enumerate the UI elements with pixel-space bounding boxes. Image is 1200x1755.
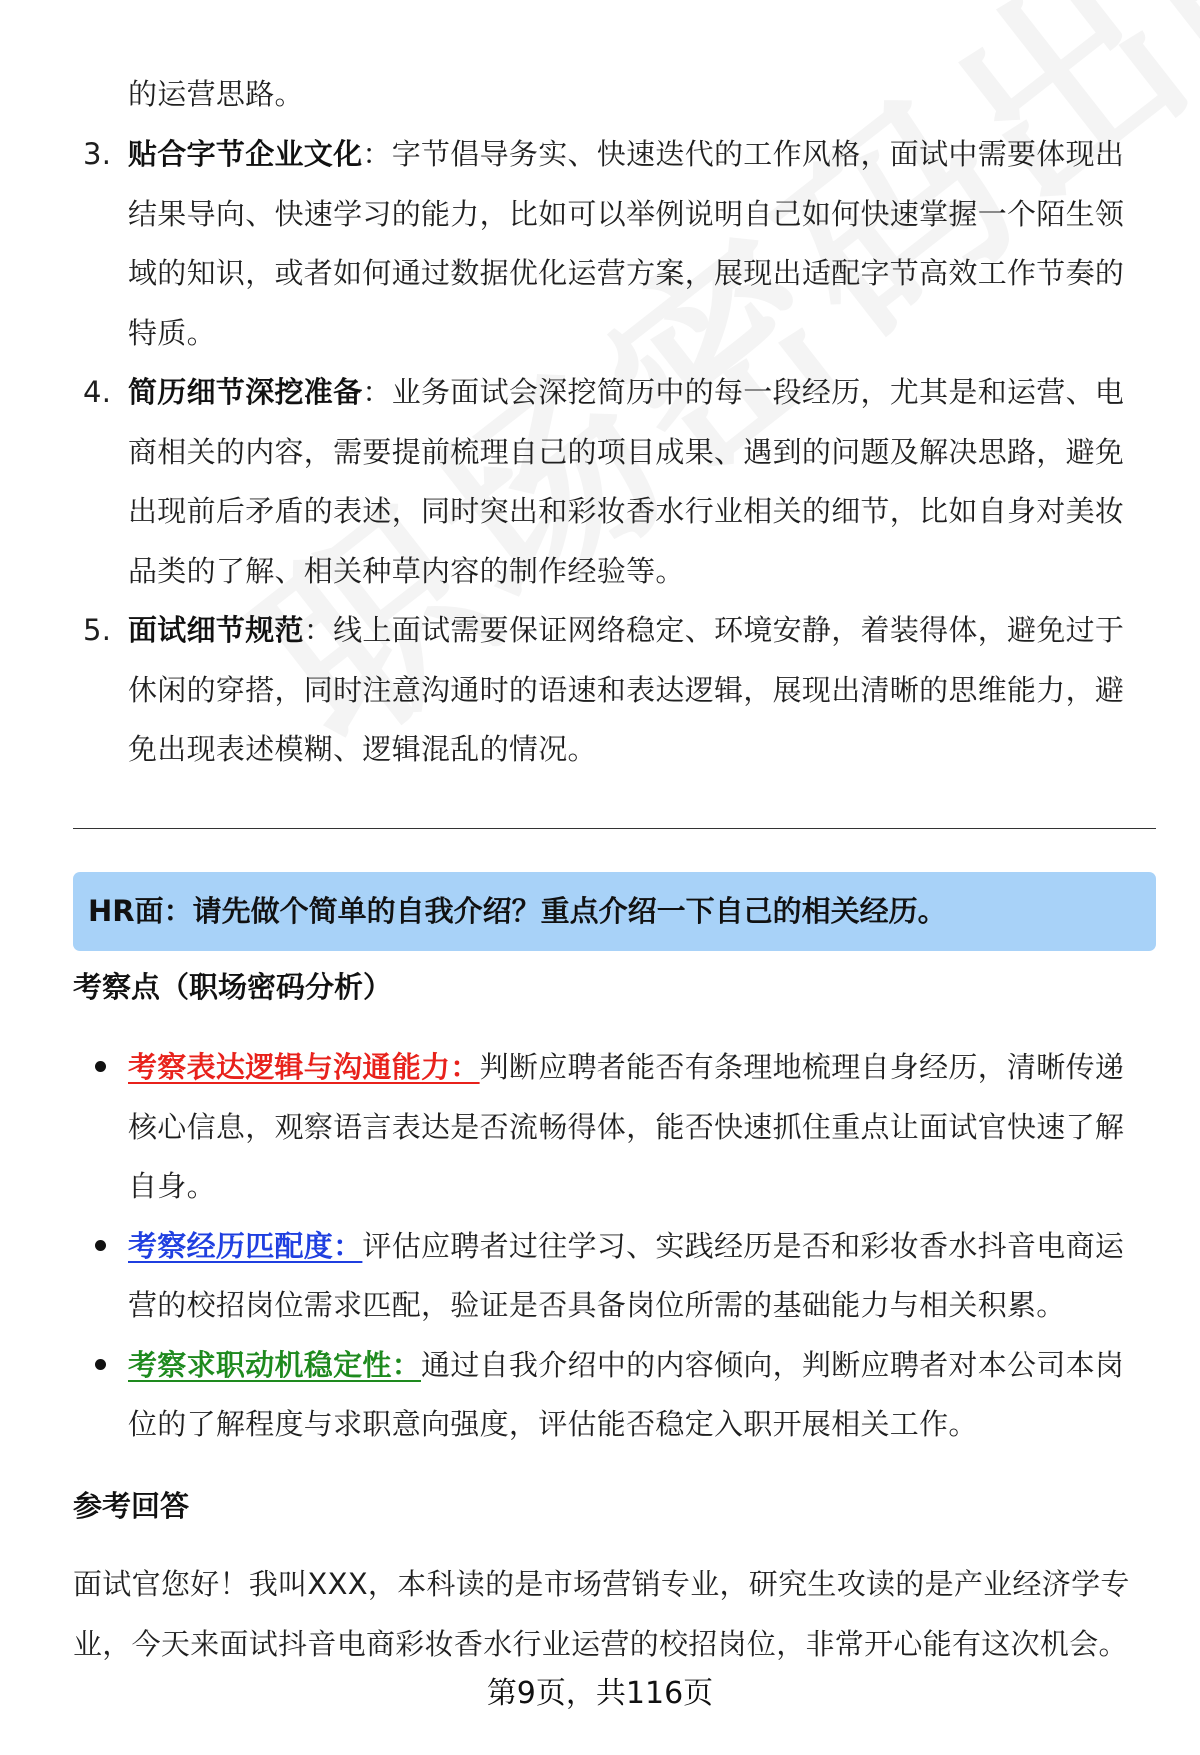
analysis-title: 考察点（职场密码分析） [73, 970, 393, 1004]
numbered-tips-list [80, 125, 1150, 780]
page-number-footer: 第9页，共116页 [486, 1676, 714, 1711]
bullet-label: 考察表达逻辑与沟通能力： [128, 1050, 480, 1084]
bullet-text: 判断应聘者能否有条理地梳理自身经历，清晰传递核心信息，观察语言表达是否流畅得体，能否快速抓住重点让面试官快速了解自身。 [128, 1050, 1125, 1203]
reference-answer-text: 面试官您好！我叫XXX，本科读的是市场营销专业，研究生攻读的是产业经济学专业，今天来面试抖音电商彩妆香水行业运营的校招岗位，非常开心能有这次机会。 [73, 1567, 1130, 1661]
previous-item-continuation: 的运营思路。 [128, 77, 304, 111]
list-item [80, 601, 1150, 780]
bullet-item [95, 1217, 1150, 1336]
reference-answer-title: 参考回答 [73, 1489, 190, 1523]
item-title: 贴合字节企业文化 [128, 137, 363, 171]
bullet-item [95, 1336, 1150, 1455]
item-text: ：字节倡导务实、快速迭代的工作风格，面试中需要体现出结果导向、快速学习的能力，比如可以举例说明自己如何快速掌握一个陌生领域的知识，或者如何通过数据优化运营方案，展现出适配字节高效工作节奏的特质。 [128, 137, 1125, 350]
bullet-dot-icon [95, 1359, 106, 1370]
list-number: 5. [83, 613, 112, 647]
bullet-label: 考察求职动机稳定性： [128, 1347, 422, 1382]
list-item [80, 125, 1150, 363]
bullet-item [95, 1038, 1150, 1217]
item-title: 面试细节规范 [128, 613, 304, 647]
list-item [80, 363, 1150, 601]
list-number: 4. [83, 375, 112, 409]
bullet-dot-icon [95, 1240, 106, 1251]
analysis-bullet-list [95, 1038, 1150, 1455]
item-title: 简历细节深挖准备 [128, 375, 363, 409]
bullet-text: 通过自我介绍中的内容倾向，判断应聘者对本公司本岗位的了解程度与求职意向强度，评估能否稳定入职开展相关工作。 [128, 1347, 1125, 1441]
item-text: ：线上面试需要保证网络稳定、环境安静，着装得体，避免过于休闲的穿搭，同时注意沟通时的语速和表达逻辑，展现出清晰的思维能力，避免出现表述模糊、逻辑混乱的情况。 [128, 613, 1125, 766]
bullet-label: 考察经历匹配度： [128, 1228, 363, 1263]
item-text: ：业务面试会深挖简历中的每一段经历，尤其是和运营、电商相关的内容，需要提前梳理自己的项目成果、遇到的问题及解决思路，避免出现前后矛盾的表述，同时突出和彩妆香水行业相关的细节，比如自身对美妆品类的了解、相关种草内容的制作经验等。 [128, 375, 1125, 588]
section-divider [73, 828, 1156, 829]
hr-question-banner: HR面：请先做个简单的自我介绍？重点介绍一下自己的相关经历。 [73, 872, 1156, 951]
list-number: 3. [83, 137, 112, 171]
bullet-text: 评估应聘者过往学习、实践经历是否和彩妆香水抖音电商运营的校招岗位需求匹配，验证是否具备岗位所需的基础能力与相关积累。 [128, 1228, 1125, 1322]
bullet-dot-icon [95, 1061, 106, 1072]
